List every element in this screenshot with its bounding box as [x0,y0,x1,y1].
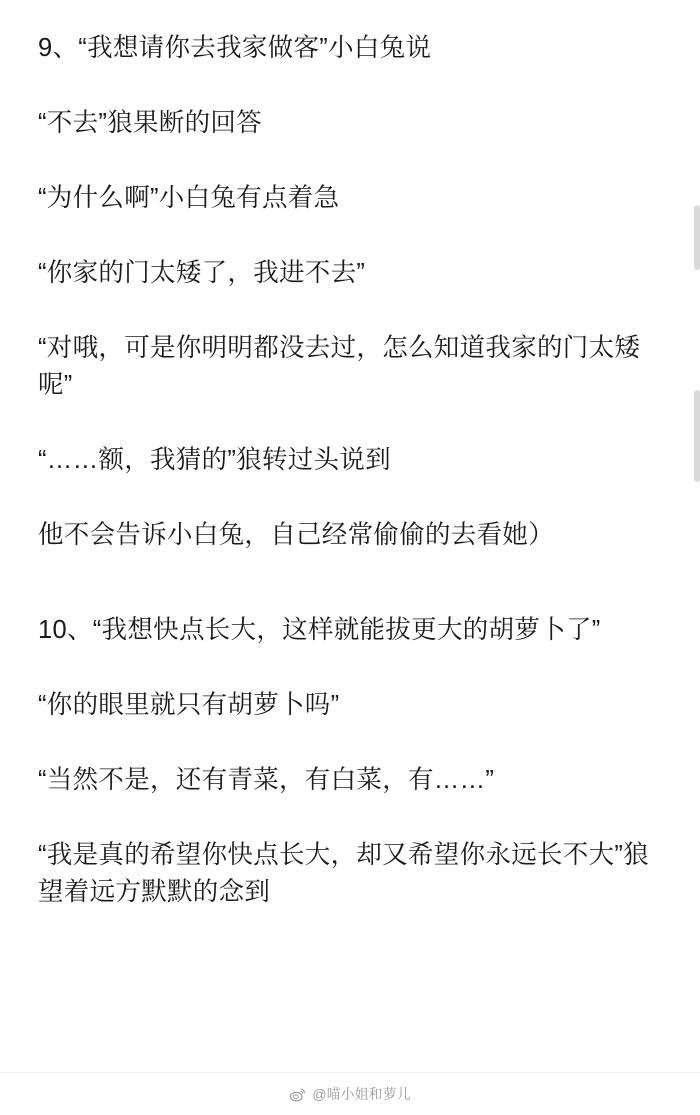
paragraph: “你的眼里就只有胡萝卜吗” [38,690,340,719]
paragraph: “我是真的希望你快点长大，却又希望你永远长不大”狼望着远方默默的念到 [38,840,649,906]
scroll-indicator-upper[interactable] [694,205,700,270]
paragraph: 9、“我想请你去我家做客”小白兔说 [38,34,432,62]
weibo-icon [289,1086,306,1103]
paragraph: “当然不是，还有青菜，有白菜，有……” [38,765,495,794]
scroll-indicator-lower[interactable] [694,390,700,482]
paragraph: “为什么啊”小白兔有点着急 [38,183,340,212]
paragraph: “不去”狼果断的回答 [38,108,262,137]
watermark [289,1086,410,1103]
paragraph: 10、“我想快点长大，这样就能拔更大的胡萝卜了” [38,615,601,644]
footer [0,1073,700,1115]
paragraph: “对哦，可是你明明都没去过，怎么知道我家的门太矮呢” [38,333,641,399]
paragraph: “你家的门太矮了，我进不去” [38,258,366,287]
paragraph: “……额，我猜的”狼转过头说到 [38,445,391,474]
paragraph: 他不会告诉小白兔，自己经常偷偷的去看她） [38,520,555,549]
watermark-text: @喵小姐和萝儿 [312,1086,411,1102]
